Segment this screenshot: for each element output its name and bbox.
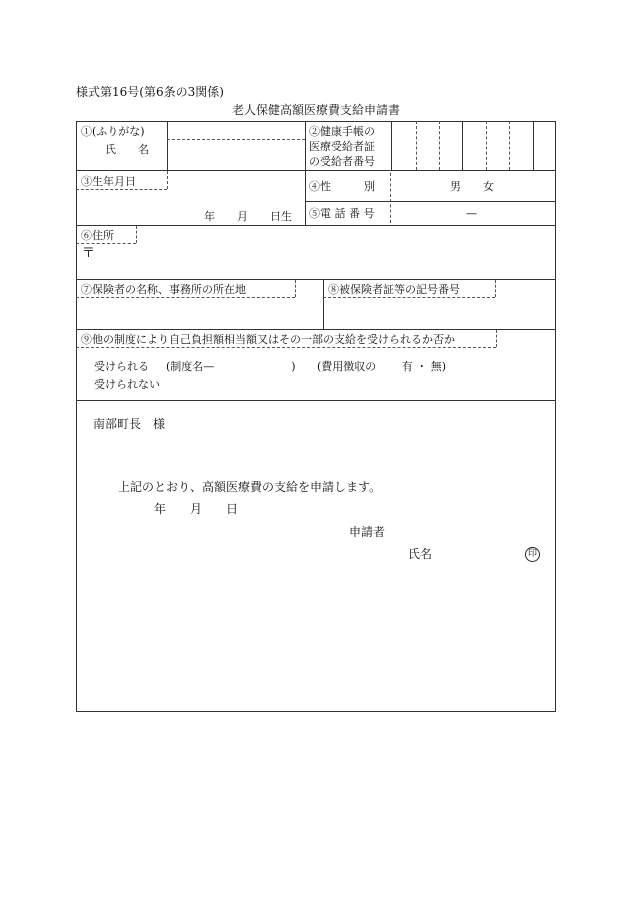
form-number: 様式第16号(第6条の3関係) [76,85,224,99]
other-system-label-box [496,330,497,347]
postal-mark: 〒 [82,246,96,261]
birth-label: ③生年月日 [81,175,136,188]
not-receivable-option[interactable]: 受けられない [94,378,160,391]
rule-sex-phone [305,201,556,202]
insured-number-input[interactable] [324,299,555,328]
insured-number-label-box [495,280,496,297]
rule-row2 [76,225,556,226]
name-input[interactable] [168,141,304,169]
other-system-label-box [76,347,496,348]
seal-mark-icon: 印 [525,547,540,562]
birth-date-format: 年 月 日生 [204,210,292,223]
certificate-label-line2: 医療受給者証 [309,140,375,153]
applicant-name-label: 氏名 [408,547,433,561]
sex-label: ④性 別 [309,180,375,193]
address-label-box [76,243,136,244]
insurer-label-box [295,280,296,297]
sex-options[interactable]: 男 女 [450,180,494,193]
addressee: 南部町長 様 [93,417,166,431]
phone-label: ⑤電 話 番 号 [309,207,375,220]
insurer-input[interactable] [77,299,322,328]
rule-row1 [76,170,556,171]
certificate-label-line1: ②健康手帳の [309,125,375,138]
cost-collection-option[interactable]: (費用徴収の 有 ・ 無) [317,360,447,373]
certificate-number-input[interactable] [392,122,555,169]
system-name-field[interactable]: (制度名— ) [166,360,296,373]
receivable-option[interactable]: 受けられる [94,360,149,373]
applicant-name-input[interactable] [435,545,520,563]
rule-row3 [76,279,556,280]
insurer-label-box [76,297,295,298]
birth-label-box [167,171,168,189]
name-label: 氏 名 [105,143,149,156]
insurer-label: ⑦保険者の名称、事務所の所在地 [81,283,246,296]
rule-row4 [76,329,556,330]
rule-furigana-split [167,139,305,140]
insured-number-label: ⑧被保険者証等の記号番号 [328,283,460,296]
rule-v-center [305,121,306,225]
address-label: ⑥住所 [81,229,114,242]
rule-sex-phone-divider [390,173,391,223]
address-input[interactable] [96,245,554,278]
certificate-label-line3: の受給者番号 [309,155,375,168]
insured-number-label-box [323,297,495,298]
birth-label-box [76,189,167,190]
phone-separator: — [466,207,477,220]
declaration-date[interactable]: 年 月 日 [154,502,239,516]
address-label-box [136,226,137,243]
declaration-statement: 上記のとおり、高額医療費の支給を申請します。 [118,480,382,494]
name-furigana-label: ①(ふりがな) [81,125,145,138]
applicant-label: 申請者 [349,525,386,539]
form-title: 老人保健高額医療費支給申請書 [232,103,401,117]
rule-row5 [76,400,556,401]
furigana-input[interactable] [168,122,304,138]
other-system-label: ⑨他の制度により自己負担額相当額又はその一部の支給を受けられるか否か [81,333,455,346]
